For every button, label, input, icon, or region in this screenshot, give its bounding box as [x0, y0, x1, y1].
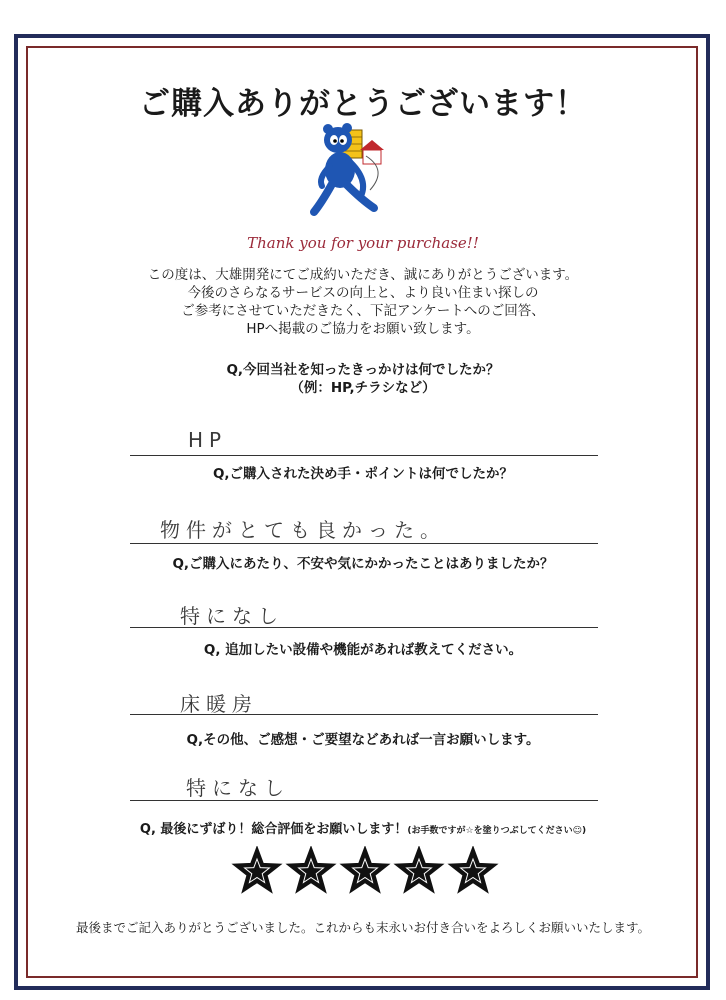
answer-5: 特になし: [186, 776, 290, 800]
question-1-example: （例：HP,チラシなど）: [290, 380, 436, 396]
thank-you-script: Thank you for your purchase!!: [247, 234, 479, 252]
intro-text: [0, 266, 726, 338]
rating-stars[interactable]: [230, 846, 500, 896]
answer-line: [130, 543, 598, 544]
question-2: Q,ご購入された決め手・ポイントは何でしたか？: [212, 466, 514, 482]
question-3: Q,ご購入にあたり、不安や気にかかったことはありましたか？: [172, 556, 554, 572]
answer-line: [130, 455, 598, 456]
answer-2: 物件がとても良かった。: [160, 518, 446, 542]
rating-note: (お手数ですが☆を塗りつぶしてください☺): [407, 826, 587, 836]
answer-4: 床暖房: [180, 692, 258, 716]
answer-line: [130, 714, 598, 715]
intro-line: この度は、大雄開発にてご成約いただき、誠にありがとうございます。: [147, 267, 579, 283]
intro-line: 今後のさらなるサービスの向上と、より良い住まい探しの: [187, 285, 539, 301]
page-title: ご購入ありがとうございます！: [139, 86, 587, 122]
star-icon[interactable]: [234, 848, 280, 891]
rating-question: [0, 818, 726, 837]
star-icon[interactable]: [396, 848, 442, 891]
closing-text: 最後までご記入ありがとうございました。これからも末永いお付き合いをよろしくお願いいたします。: [75, 920, 650, 935]
question-1: Q,今回当社を知ったきっかけは何でしたか？: [226, 362, 500, 378]
intro-line: ご参考にさせていただきたく、下記アンケートへのご回答、: [181, 303, 545, 319]
answer-1: HP: [188, 428, 228, 452]
mascot-icon: [300, 120, 410, 220]
intro-line: HPへ掲載のご協力をお願い致します。: [246, 321, 480, 337]
answer-3: 特になし: [180, 604, 284, 628]
answer-line: [130, 627, 598, 628]
question-5: Q,その他、ご感想・ご要望などあれば一言お願いします。: [186, 732, 540, 748]
star-icon[interactable]: [450, 848, 496, 891]
rating-question-text: Q, 最後にずばり！総合評価をお願いします！: [139, 822, 408, 837]
answer-line: [130, 800, 598, 801]
star-icon[interactable]: [288, 848, 334, 891]
question-4: Q, 追加したい設備や機能があれば教えてください。: [203, 642, 523, 658]
star-icon[interactable]: [342, 848, 388, 891]
